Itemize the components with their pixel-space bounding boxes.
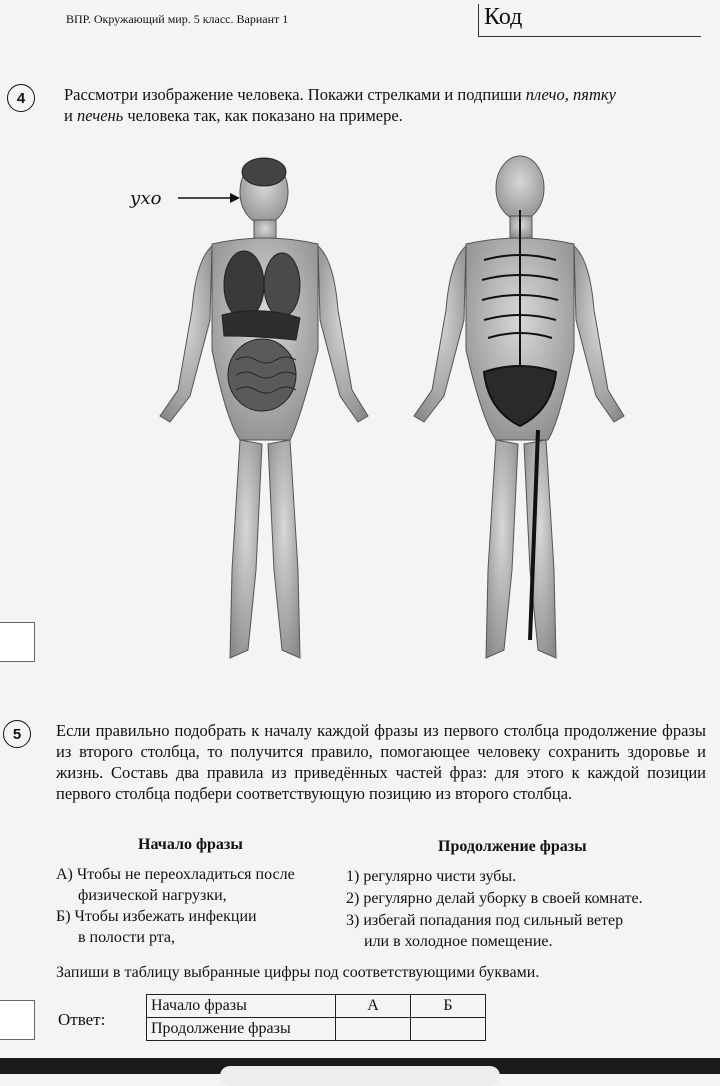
score-box[interactable] bbox=[0, 1000, 35, 1040]
question-4-number: 4 bbox=[7, 84, 35, 112]
q4-text-italic: печень bbox=[76, 106, 124, 125]
instruction-text: Запиши в таблицу выбранные цифры под соответствующими буквами. bbox=[56, 964, 540, 981]
human-body-figure bbox=[0, 140, 720, 680]
col1-item-a bbox=[56, 864, 295, 906]
table-row-label: Продолжение фразы bbox=[147, 1018, 336, 1041]
col2-item-2: 2) регулярно делай уборку в своей комнате. bbox=[346, 890, 643, 907]
item-line: или в холодное помещение. bbox=[364, 933, 553, 950]
table-col-a: А bbox=[336, 995, 411, 1018]
q4-text-part: человека так, как показано на примере. bbox=[123, 106, 403, 125]
organs-illustration bbox=[222, 251, 300, 411]
column-1-header: Начало фразы bbox=[138, 836, 243, 853]
col1-item-b bbox=[56, 906, 257, 948]
score-box[interactable] bbox=[0, 622, 35, 662]
item-line: Б) Чтобы избежать инфекции bbox=[56, 908, 257, 925]
answer-cell-a[interactable] bbox=[336, 1018, 411, 1041]
column-2-header: Продолжение фразы bbox=[438, 838, 587, 855]
answer-label: Ответ: bbox=[58, 1010, 106, 1029]
question-5-number: 5 bbox=[3, 720, 31, 748]
table-row-label: Начало фразы bbox=[147, 995, 336, 1018]
question-4-text bbox=[64, 84, 716, 126]
q4-text-italic: плечо, пятку bbox=[525, 85, 616, 104]
answer-cell-b[interactable] bbox=[411, 1018, 486, 1041]
q4-text-part: и bbox=[64, 106, 77, 125]
item-line: 3) избегай попадания под сильный ветер bbox=[346, 912, 624, 929]
code-label: Код bbox=[484, 4, 523, 30]
answer-table bbox=[146, 994, 486, 1041]
col2-item-3 bbox=[346, 910, 623, 952]
example-label: ухо bbox=[130, 188, 162, 209]
item-line: А) Чтобы не переохладиться после bbox=[56, 866, 295, 883]
brain-illustration bbox=[242, 158, 286, 186]
item-line: физической нагрузки, bbox=[78, 887, 227, 904]
table-col-b: Б bbox=[411, 995, 486, 1018]
col2-item-1: 1) регулярно чисти зубы. bbox=[346, 868, 517, 885]
item-line: в полости рта, bbox=[78, 929, 176, 946]
page-header: ВПР. Окружающий мир. 5 класс. Вариант 1 bbox=[66, 12, 289, 26]
bottom-pill[interactable] bbox=[220, 1066, 500, 1086]
question-5-text: Если правильно подобрать к началу каждой фразы из первого столбца продолжение фразы из второго столбца, то получится правило, помогающее человеку сохранить здоровье и жизнь. Составь два правила из приведённых частей фраз: для этого к каждой позиции первого столбца подбери соответствующую позицию из второго столбца. bbox=[56, 721, 706, 803]
q4-text-part: Рассмотри изображение человека. Покажи стрелками и подпиши bbox=[64, 85, 526, 104]
example-ear-annotation bbox=[129, 188, 240, 209]
